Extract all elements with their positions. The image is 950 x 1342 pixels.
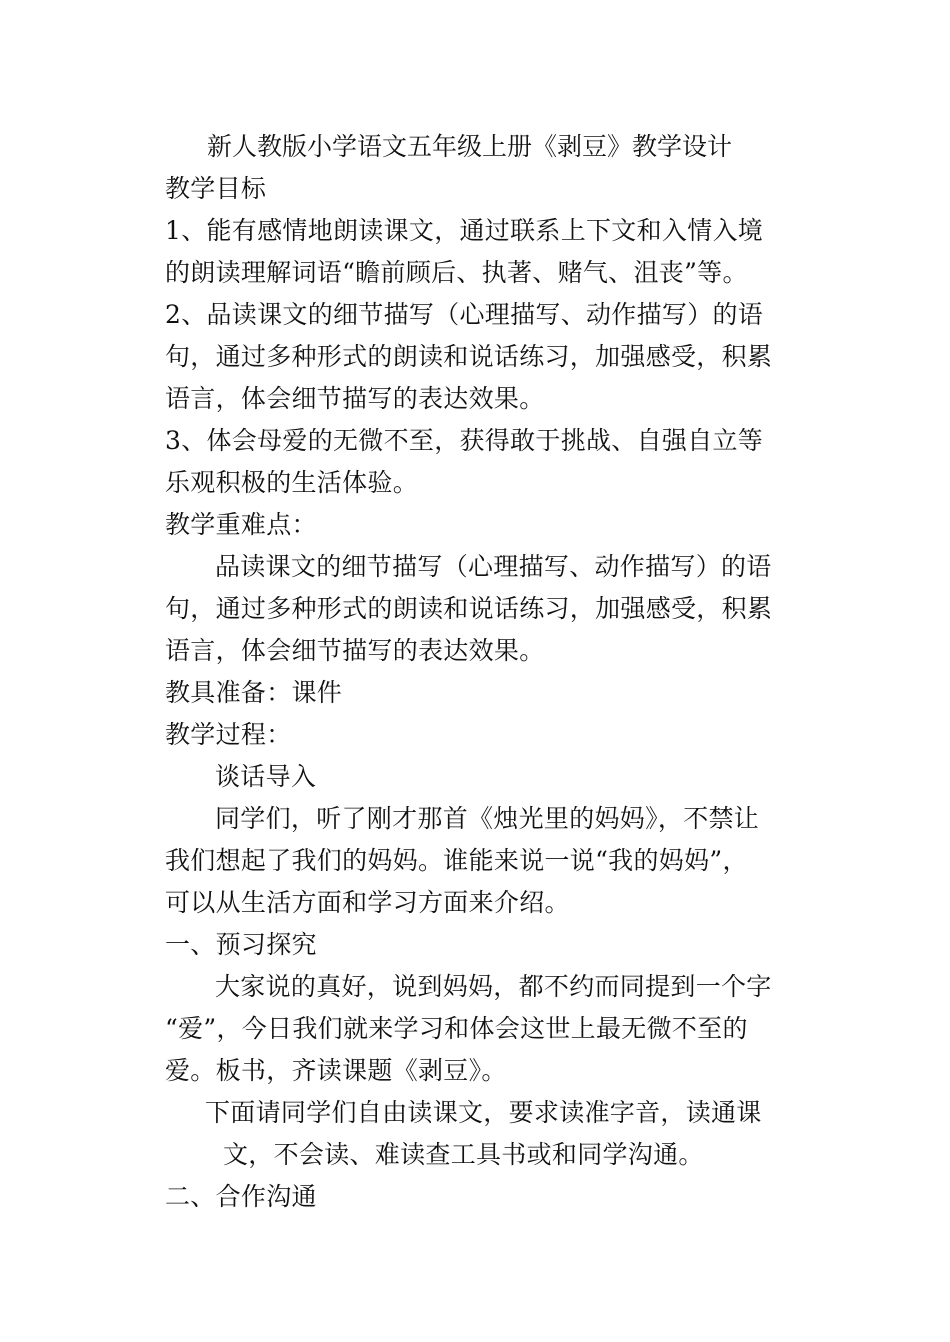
section-heading-objectives: 教学目标 [165,174,267,203]
paragraph-line: 2、品读课文的细节描写（心理描写、动作描写）的语 [165,300,764,329]
subsection-heading-intro: 谈话导入 [215,762,317,791]
section-heading-cooperation: 二、合作沟通 [165,1182,317,1211]
paragraph-line: 我们想起了我们的妈妈。谁能来说一说“我的妈妈”， [165,846,748,875]
document-title: 新人教版小学语文五年级上册《剥豆》教学设计 [207,132,733,161]
paragraph-line: 1、能有感情地朗读课文，通过联系上下文和入情入境 [165,216,764,245]
paragraph-line: 语言，体会细节描写的表达效果。 [165,636,545,665]
paragraph-line: 品读课文的细节描写（心理描写、动作描写）的语 [215,552,772,581]
paragraph-line: 大家说的真好，说到妈妈，都不约而同提到一个字 [215,972,772,1001]
section-heading-materials: 教具准备：课件 [165,678,343,707]
section-heading-process: 教学过程： [165,720,292,749]
paragraph-line: 的朗读理解词语“瞻前顾后、执著、赌气、沮丧”等。 [165,258,748,287]
paragraph-line: 可以从生活方面和学习方面来介绍。 [165,888,570,917]
paragraph-line: 爱。板书，齐读课题《剥豆》。 [165,1056,507,1085]
section-heading-preview: 一、预习探究 [165,930,317,959]
document-body [165,126,785,1218]
paragraph-line: 下面请同学们自由读课文，要求读准字音，读通课 [205,1098,762,1127]
paragraph-line: 3、体会母爱的无微不至，获得敢于挑战、自强自立等 [165,426,764,455]
paragraph-line: 句，通过多种形式的朗读和说话练习，加强感受，积累 [165,594,773,623]
paragraph-line: 语言，体会细节描写的表达效果。 [165,384,545,413]
paragraph-line: 文，不会读、难读查工具书或和同学沟通。 [223,1140,704,1169]
paragraph-line: 乐观积极的生活体验。 [165,468,419,497]
paragraph-line: 句，通过多种形式的朗读和说话练习，加强感受，积累 [165,342,773,371]
paragraph-line: “爱”，今日我们就来学习和体会这世上最无微不至的 [165,1014,748,1043]
section-heading-key-points: 教学重难点： [165,510,317,539]
paragraph-line: 同学们，听了刚才那首《烛光里的妈妈》，不禁让 [215,804,760,833]
